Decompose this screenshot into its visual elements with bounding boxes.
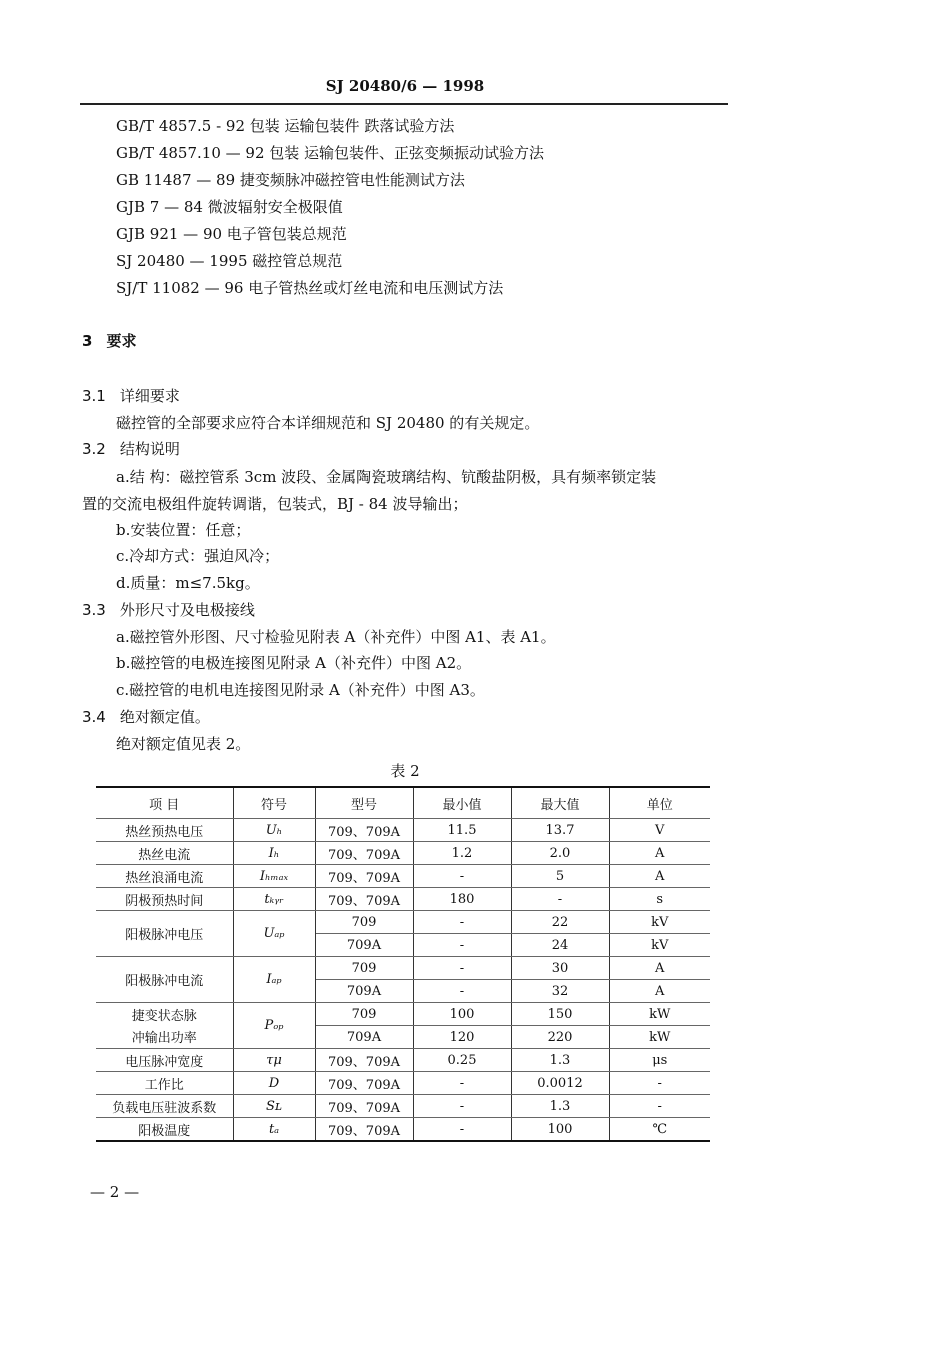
section-number: 3 <box>82 332 93 350</box>
reference-item: GB/T 4857.10 — 92 包装 运输包装件、正弦变频振动试验方法 <box>116 144 545 162</box>
unit-cell: - <box>609 1072 710 1095</box>
section-title: 要求 <box>106 332 137 350</box>
model-cell: 709 <box>315 911 413 934</box>
model-cell: 709、709A <box>315 842 413 865</box>
table-row <box>96 1026 710 1049</box>
absolute-ratings-table <box>96 786 710 1142</box>
symbol-cell: Iₐₚ <box>233 957 315 1003</box>
section-3-2-item-a-cont: 置的交流电极组件旋转调谐，包装式，BJ - 84 波导输出； <box>82 495 468 513</box>
section-number: 3.4 <box>82 708 106 726</box>
unit-cell: μs <box>609 1049 710 1072</box>
max-cell: 2.0 <box>511 842 609 865</box>
section-3-1-heading <box>82 385 180 406</box>
max-cell: 30 <box>511 957 609 980</box>
symbol-cell: τμ <box>233 1049 315 1072</box>
item-cell: 热丝电流 <box>96 842 233 865</box>
max-cell: 1.3 <box>511 1049 609 1072</box>
section-3-3-item-b: b.磁控管的电极连接图见附录 A（补充件）中图 A2。 <box>116 654 472 672</box>
symbol-cell: tₐ <box>233 1118 315 1142</box>
table-row <box>96 865 710 888</box>
section-title: 外形尺寸及电极接线 <box>119 601 255 619</box>
column-header: 项 目 <box>96 787 233 819</box>
section-title: 绝对额定值。 <box>119 708 210 726</box>
min-cell: - <box>413 1095 511 1118</box>
doc-number-header: SJ 20480/6 — 1998 <box>325 77 485 95</box>
section-3-3-heading <box>82 599 255 620</box>
symbol-cell: Pₒₚ <box>233 1003 315 1049</box>
reference-item: GJB 7 — 84 微波辐射安全极限值 <box>116 198 343 216</box>
min-cell: - <box>413 980 511 1003</box>
min-cell: 180 <box>413 888 511 911</box>
unit-cell: A <box>609 980 710 1003</box>
reference-item: SJ 20480 — 1995 磁控管总规范 <box>116 252 343 270</box>
table-row <box>96 1072 710 1095</box>
symbol-cell: Uₐₚ <box>233 911 315 957</box>
min-cell: 1.2 <box>413 842 511 865</box>
unit-cell: A <box>609 865 710 888</box>
unit-cell: - <box>609 1095 710 1118</box>
model-cell: 709 <box>315 1003 413 1026</box>
reference-list <box>116 113 544 302</box>
section-3-heading <box>82 330 136 351</box>
model-cell: 709A <box>315 980 413 1003</box>
section-3-3-item-a: a.磁控管外形图、尺寸检验见附表 A（补充件）中图 A1、表 A1。 <box>116 628 556 646</box>
section-3-2-item-b: b.安装位置：任意； <box>116 521 251 539</box>
min-cell: 120 <box>413 1026 511 1049</box>
item-cell: 电压脉冲宽度 <box>96 1049 233 1072</box>
section-number: 3.1 <box>82 387 106 405</box>
unit-cell: ℃ <box>609 1118 710 1142</box>
reference-item: GB 11487 — 89 捷变频脉冲磁控管电性能测试方法 <box>116 171 465 189</box>
item-cell: 工作比 <box>96 1072 233 1095</box>
model-cell: 709、709A <box>315 1049 413 1072</box>
model-cell: 709、709A <box>315 819 413 842</box>
item-cell: 阳极温度 <box>96 1118 233 1142</box>
max-cell: 1.3 <box>511 1095 609 1118</box>
section-title: 详细要求 <box>119 387 180 405</box>
max-cell: 150 <box>511 1003 609 1026</box>
model-cell: 709A <box>315 1026 413 1049</box>
table-row <box>96 1049 710 1072</box>
max-cell: 5 <box>511 865 609 888</box>
page-number: — 2 — <box>90 1183 140 1201</box>
item-cell: 阳极脉冲电流 <box>96 957 233 1003</box>
column-header: 最小值 <box>413 787 511 819</box>
symbol-cell: tₖᵧᵣ <box>233 888 315 911</box>
max-cell: - <box>511 888 609 911</box>
section-number: 3.3 <box>82 601 106 619</box>
table-row <box>96 819 710 842</box>
table-row <box>96 957 710 980</box>
model-cell: 709、709A <box>315 1095 413 1118</box>
model-cell: 709、709A <box>315 888 413 911</box>
min-cell: - <box>413 911 511 934</box>
model-cell: 709、709A <box>315 1118 413 1142</box>
column-header: 最大值 <box>511 787 609 819</box>
section-3-4-text: 绝对额定值见表 2。 <box>116 735 251 753</box>
table-row <box>96 1118 710 1142</box>
model-cell: 709 <box>315 957 413 980</box>
symbol-cell: Sʟ <box>233 1095 315 1118</box>
unit-cell: kV <box>609 911 710 934</box>
reference-item: SJ/T 11082 — 96 电子管热丝或灯丝电流和电压测试方法 <box>116 279 504 297</box>
section-3-1-text: 磁控管的全部要求应符合本详细规范和 SJ 20480 的有关规定。 <box>116 414 540 432</box>
section-3-2-item-c: c.冷却方式：强迫风冷； <box>116 547 280 565</box>
item-cell: 冲输出功率 <box>96 1026 233 1049</box>
section-3-2-item-d: d.质量：m≤7.5kg。 <box>116 574 260 592</box>
table-row <box>96 842 710 865</box>
reference-item: GB/T 4857.5 - 92 包装 运输包装件 跌落试验方法 <box>116 117 455 135</box>
min-cell: - <box>413 1118 511 1142</box>
item-cell: 热丝预热电压 <box>96 819 233 842</box>
max-cell: 13.7 <box>511 819 609 842</box>
max-cell: 0.0012 <box>511 1072 609 1095</box>
unit-cell: s <box>609 888 710 911</box>
table-row <box>96 888 710 911</box>
max-cell: 100 <box>511 1118 609 1142</box>
max-cell: 32 <box>511 980 609 1003</box>
header-rule <box>80 103 728 105</box>
symbol-cell: Iₕₘₐₓ <box>233 865 315 888</box>
max-cell: 220 <box>511 1026 609 1049</box>
item-cell: 热丝浪涌电流 <box>96 865 233 888</box>
min-cell: - <box>413 957 511 980</box>
table-row <box>96 1003 710 1026</box>
table-header-row <box>96 787 710 819</box>
symbol-cell: D <box>233 1072 315 1095</box>
max-cell: 22 <box>511 911 609 934</box>
unit-cell: A <box>609 842 710 865</box>
table-caption: 表 2 <box>390 762 420 780</box>
column-header: 单位 <box>609 787 710 819</box>
model-cell: 709A <box>315 934 413 957</box>
section-number: 3.2 <box>82 440 106 458</box>
unit-cell: kW <box>609 1003 710 1026</box>
column-header: 型号 <box>315 787 413 819</box>
min-cell: - <box>413 934 511 957</box>
unit-cell: kW <box>609 1026 710 1049</box>
section-3-4-heading <box>82 706 210 727</box>
reference-item: GJB 921 — 90 电子管包装总规范 <box>116 225 347 243</box>
min-cell: 100 <box>413 1003 511 1026</box>
min-cell: 11.5 <box>413 819 511 842</box>
model-cell: 709、709A <box>315 865 413 888</box>
item-cell: 阳极脉冲电压 <box>96 911 233 957</box>
section-3-2-heading <box>82 438 180 459</box>
table-row <box>96 911 710 934</box>
unit-cell: V <box>609 819 710 842</box>
section-3-2-item-a: a.结 构：磁控管系 3cm 波段、金属陶瓷玻璃结构、钪酸盐阴极，具有频率锁定装 <box>116 468 657 486</box>
item-cell: 捷变状态脉 <box>96 1003 233 1026</box>
column-header: 符号 <box>233 787 315 819</box>
max-cell: 24 <box>511 934 609 957</box>
min-cell: 0.25 <box>413 1049 511 1072</box>
min-cell: - <box>413 1072 511 1095</box>
symbol-cell: Uₕ <box>233 819 315 842</box>
model-cell: 709、709A <box>315 1072 413 1095</box>
section-title: 结构说明 <box>119 440 180 458</box>
unit-cell: A <box>609 957 710 980</box>
item-cell: 负载电压驻波系数 <box>96 1095 233 1118</box>
min-cell: - <box>413 865 511 888</box>
symbol-cell: Iₕ <box>233 842 315 865</box>
section-3-3-item-c: c.磁控管的电机电连接图见附录 A（补充件）中图 A3。 <box>116 681 485 699</box>
item-cell: 阴极预热时间 <box>96 888 233 911</box>
table-row <box>96 1095 710 1118</box>
unit-cell: kV <box>609 934 710 957</box>
